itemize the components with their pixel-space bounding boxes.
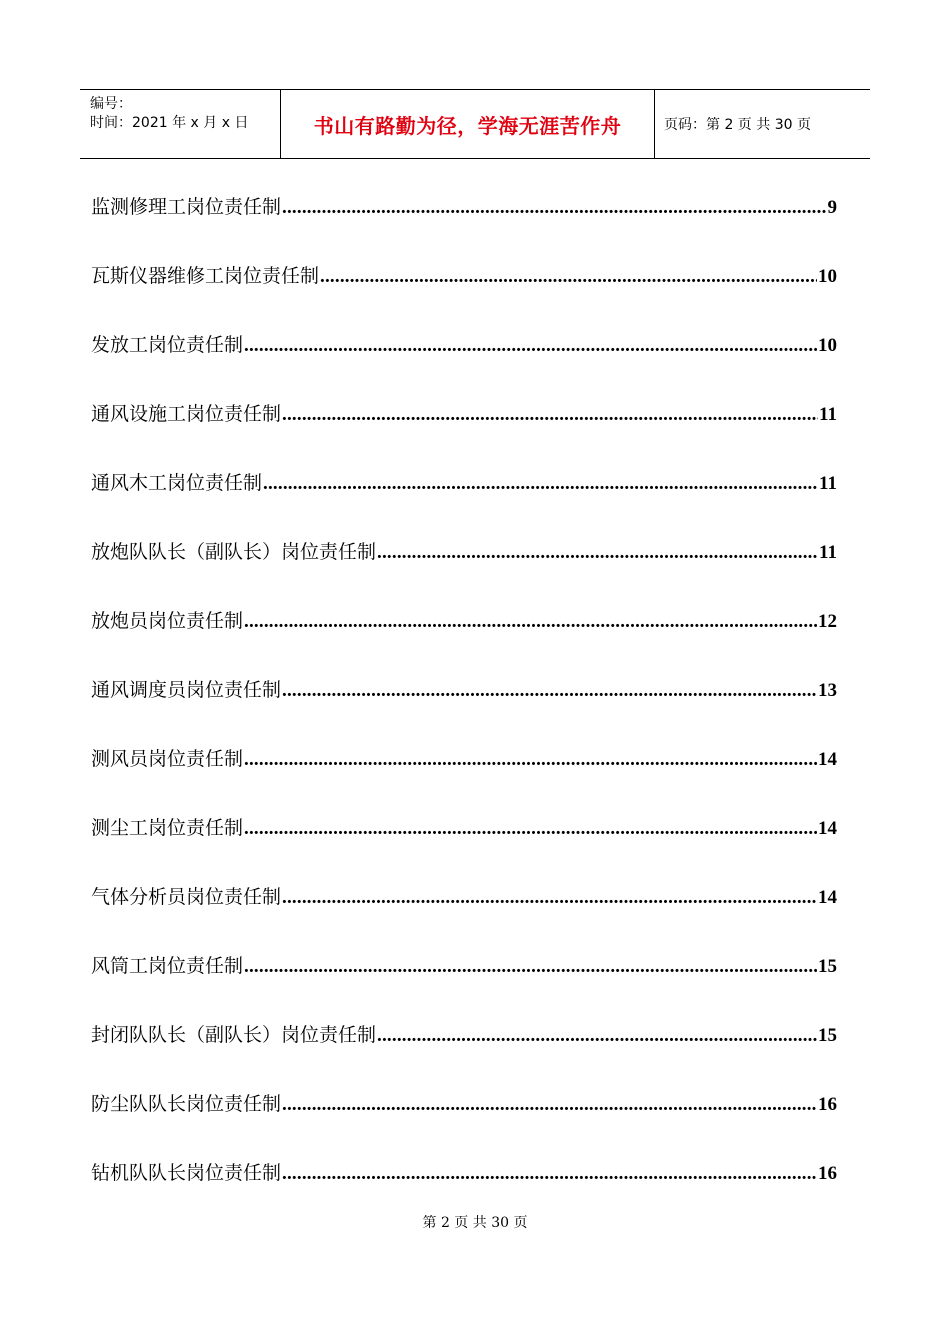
page-header: [80, 89, 870, 159]
toc-entry[interactable]: [91, 192, 837, 261]
toc-dot-leader: [263, 473, 818, 495]
toc-entry-title: 钻机队队长岗位责任制: [91, 1162, 282, 1184]
toc-dot-leader: [282, 1163, 817, 1185]
toc-entry-title: 测尘工岗位责任制: [91, 817, 244, 839]
header-motto-cell: [281, 90, 655, 158]
page-footer: [0, 1212, 950, 1232]
toc-entry[interactable]: [91, 537, 837, 606]
toc-dot-leader: [282, 680, 817, 702]
toc-entry-title: 通风木工岗位责任制: [91, 472, 263, 494]
document-number-label: 编号：: [90, 96, 132, 112]
toc-entry-title: 防尘队队长岗位责任制: [91, 1093, 282, 1115]
toc-dot-leader: [244, 335, 817, 357]
toc-entry-page: 13: [818, 680, 837, 701]
header-page-info: 页码：第 2 页 共 30 页: [664, 117, 811, 133]
toc-entry[interactable]: [91, 261, 837, 330]
table-of-contents: [91, 192, 837, 1227]
toc-entry[interactable]: [91, 951, 837, 1020]
toc-entry-page: 11: [819, 542, 837, 563]
toc-dot-leader: [282, 404, 818, 426]
toc-dot-leader: [377, 1025, 817, 1047]
toc-dot-leader: [244, 749, 817, 771]
header-motto: 书山有路勤为径，学海无涯苦作舟: [313, 113, 622, 138]
toc-entry-page: 12: [818, 611, 837, 632]
toc-entry-page: 10: [818, 266, 837, 287]
toc-entry-title: 放炮队队长（副队长）岗位责任制: [91, 541, 377, 563]
toc-entry-title: 通风设施工岗位责任制: [91, 403, 282, 425]
toc-entry-title: 通风调度员岗位责任制: [91, 679, 282, 701]
toc-entry[interactable]: [91, 744, 837, 813]
toc-entry-page: 14: [818, 818, 837, 839]
toc-dot-leader: [244, 956, 817, 978]
toc-entry-page: 10: [818, 335, 837, 356]
toc-entry-page: 16: [818, 1094, 837, 1115]
toc-entry-page: 14: [818, 887, 837, 908]
toc-entry-page: 11: [819, 404, 837, 425]
toc-dot-leader: [320, 266, 817, 288]
toc-entry-page: 14: [818, 749, 837, 770]
toc-entry[interactable]: [91, 1020, 837, 1089]
toc-dot-leader: [244, 611, 817, 633]
toc-entry-title: 风筒工岗位责任制: [91, 955, 244, 977]
toc-dot-leader: [244, 818, 817, 840]
toc-entry-title: 瓦斯仪器维修工岗位责任制: [91, 265, 320, 287]
toc-entry[interactable]: [91, 606, 837, 675]
toc-entry-page: 15: [818, 1025, 837, 1046]
toc-entry-title: 放炮员岗位责任制: [91, 610, 244, 632]
toc-entry-title: 封闭队队长（副队长）岗位责任制: [91, 1024, 377, 1046]
toc-entry[interactable]: [91, 813, 837, 882]
toc-dot-leader: [377, 542, 818, 564]
toc-entry-title: 监测修理工岗位责任制: [91, 196, 282, 218]
footer-page-number: 第 2 页 共 30 页: [422, 1215, 528, 1231]
toc-dot-leader: [282, 887, 817, 909]
toc-entry-title: 气体分析员岗位责任制: [91, 886, 282, 908]
toc-dot-leader: [282, 1094, 817, 1116]
toc-entry-page: 11: [819, 473, 837, 494]
header-page-cell: [655, 90, 870, 158]
document-time-label: 时间：2021 年 x 月 x 日: [90, 115, 249, 131]
toc-entry[interactable]: [91, 399, 837, 468]
toc-entry-page: 15: [818, 956, 837, 977]
toc-entry[interactable]: [91, 882, 837, 951]
toc-entry[interactable]: [91, 330, 837, 399]
toc-entry[interactable]: [91, 1089, 837, 1158]
toc-entry-title: 测风员岗位责任制: [91, 748, 244, 770]
toc-dot-leader: [282, 197, 826, 219]
toc-entry[interactable]: [91, 468, 837, 537]
toc-entry-page: 16: [818, 1163, 837, 1184]
header-meta-cell: [80, 90, 281, 158]
toc-entry-title: 发放工岗位责任制: [91, 334, 244, 356]
toc-entry-page: 9: [827, 197, 837, 218]
toc-entry[interactable]: [91, 675, 837, 744]
